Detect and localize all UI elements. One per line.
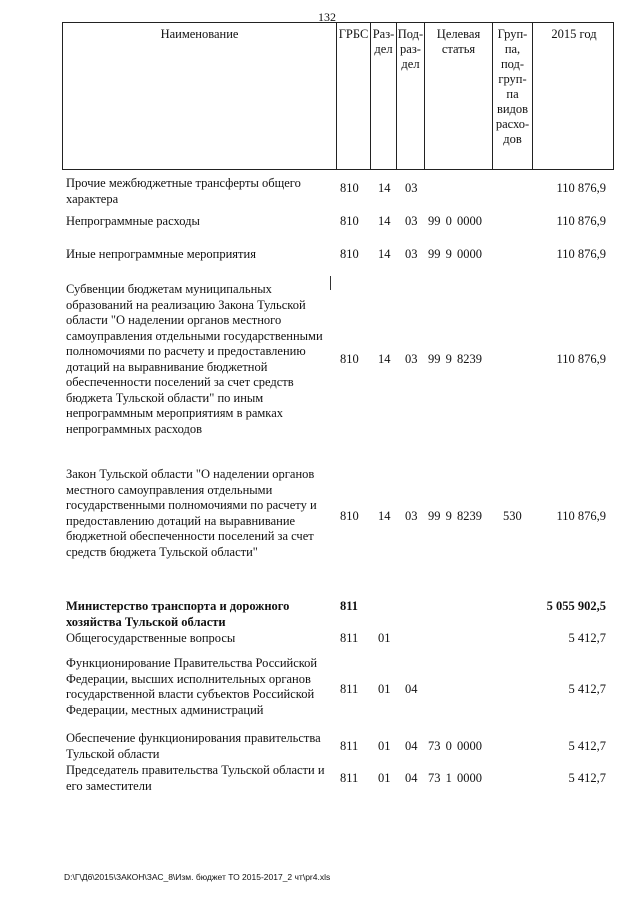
header-name: Наименование	[63, 23, 337, 169]
row-razdel: 01	[378, 771, 391, 785]
row-celevaya: 99 0 0000	[428, 214, 482, 228]
row-razdel: 01	[378, 682, 391, 696]
row-amount: 5 412,7	[568, 739, 606, 753]
header-razdel-text: Раз- дел	[372, 27, 395, 56]
row-podrazdel: 03	[405, 352, 418, 366]
row-name: Функционирование Правительства Российской Федерации, высших исполнительных органов государственной власти субъектов Российской Федерации, местных администраций	[66, 656, 318, 717]
row-amount: 110 876,9	[556, 352, 606, 366]
row-amount: 5 412,7	[568, 631, 606, 645]
header-celevaya	[425, 23, 493, 169]
row-podrazdel: 04	[405, 771, 418, 785]
row-celevaya: 99 9 8239	[428, 352, 482, 366]
header-razdel	[371, 23, 397, 169]
row-name: Прочие межбюджетные трансферты общего характера	[66, 176, 301, 206]
row-razdel: 14	[378, 181, 391, 195]
row-razdel: 14	[378, 352, 391, 366]
row-name: Председатель правительства Тульской области и его заместители	[66, 763, 325, 793]
file-path-footer: D:\Г\Д6\2015\ЗАКОН\ЗАС_8\Изм. бюджет ТО 2015-2017_2 чт\pr4.xls	[64, 872, 331, 882]
header-gruppa-text: Груп- па, под- груп- па видов расхо- дов	[495, 27, 530, 146]
row-grbs: 810	[340, 352, 359, 366]
row-grbs: 811	[340, 771, 359, 785]
row-podrazdel: 03	[405, 509, 418, 523]
row-grbs: 810	[340, 509, 359, 523]
row-podrazdel: 03	[405, 181, 418, 195]
header-grbs: ГРБС	[337, 23, 371, 169]
header-celevaya-text: Целевая статья	[436, 27, 481, 56]
row-grbs: 811	[340, 631, 359, 645]
row-name: Закон Тульской области "О наделении органов местного самоуправления отдельными государственными полномочиями по расчету и предоставлению дотаций на выравнивание бюджетной обеспеченности поселений за счет средств бюджета Тульской области"	[66, 467, 317, 559]
row-grbs: 810	[340, 247, 359, 261]
margin-mark	[330, 276, 331, 290]
row-name: Непрограммные расходы	[66, 214, 200, 228]
row-podrazdel: 03	[405, 214, 418, 228]
row-celevaya: 73 0 0000	[428, 739, 482, 753]
row-podrazdel: 04	[405, 739, 418, 753]
header-podrazdel-text: Под- раз- дел	[397, 27, 424, 71]
row-celevaya: 73 1 0000	[428, 771, 482, 785]
row-amount: 110 876,9	[556, 509, 606, 523]
row-razdel: 14	[378, 247, 391, 261]
row-name: Министерство транспорта и дорожного хозяйства Тульской области	[66, 599, 290, 629]
header-gruppa	[493, 23, 533, 169]
header-year: 2015 год	[551, 27, 597, 41]
row-celevaya: 99 9 0000	[428, 247, 482, 261]
row-grbs: 811	[340, 739, 359, 753]
table-header	[62, 22, 614, 170]
row-amount: 5 055 902,5	[546, 599, 606, 613]
row-name: Субвенции бюджетам муниципальных образований на реализацию Закона Тульской области "О наделении органов местного самоуправления отдельными государственными полномочиями по расчету и предоставлению дотаций на выравнивание бюджетной обеспеченности поселений за счет средств бюджета Тульской области" по иным непрограммным мероприятиям в рамках непрограммных расходов	[66, 282, 323, 436]
row-grbs: 811	[340, 682, 359, 696]
row-razdel: 14	[378, 509, 391, 523]
row-name: Иные непрограммные мероприятия	[66, 247, 256, 261]
row-gruppa: 530	[503, 509, 522, 523]
row-razdel: 01	[378, 739, 391, 753]
row-grbs: 810	[340, 181, 359, 195]
page-number: 132	[318, 10, 336, 24]
row-podrazdel: 04	[405, 682, 418, 696]
row-amount: 110 876,9	[556, 214, 606, 228]
header-podrazdel	[397, 23, 425, 169]
row-amount: 5 412,7	[568, 771, 606, 785]
row-amount: 5 412,7	[568, 682, 606, 696]
row-celevaya: 99 9 8239	[428, 509, 482, 523]
row-podrazdel: 03	[405, 247, 418, 261]
row-amount: 110 876,9	[556, 247, 606, 261]
row-razdel: 01	[378, 631, 391, 645]
row-name: Обеспечение функционирования правительства Тульской области	[66, 731, 321, 761]
row-grbs: 810	[340, 214, 359, 228]
row-amount: 110 876,9	[556, 181, 606, 195]
row-grbs: 811	[340, 599, 359, 613]
row-name: Общегосударственные вопросы	[66, 631, 236, 645]
row-razdel: 14	[378, 214, 391, 228]
